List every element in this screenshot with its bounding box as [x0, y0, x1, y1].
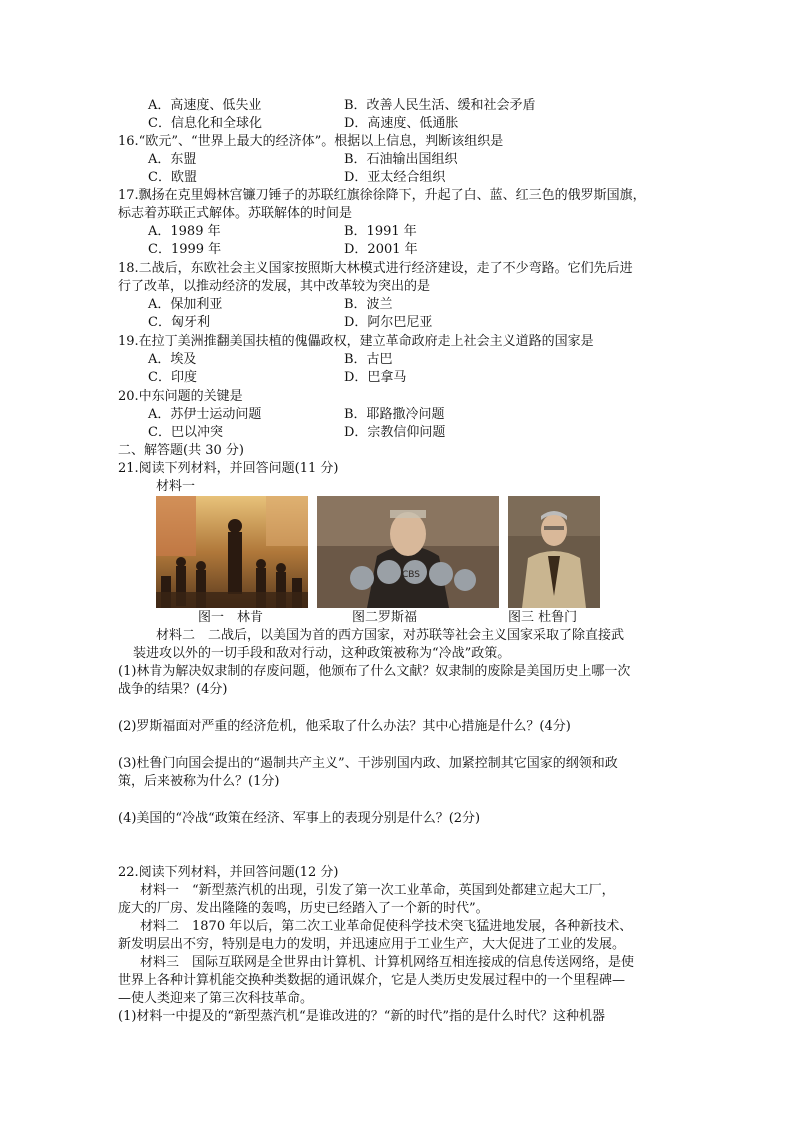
q17-option-c: C．1999 年 [148, 242, 222, 257]
q22-material-2-line2: 新发明层出不穷，特别是电力的发明，并迅速应用于工业生产，大大促进了工业的发展。 [118, 937, 626, 952]
q18-option-c: C．匈牙利 [148, 315, 210, 330]
q20-option-c: C．巴以冲突 [148, 425, 223, 440]
q21-stem: 21.阅读下列材料，并回答问题(11 分) [118, 461, 339, 476]
q18-option-a: A．保加利亚 [148, 297, 223, 312]
q15-option-d: D．高速度、低通胀 [344, 116, 459, 131]
section-heading: 二、解答题(共 30 分) [118, 443, 244, 458]
q16-option-d: D．亚太经合组织 [344, 170, 446, 185]
roosevelt-image [317, 496, 499, 608]
q16-stem: 16.“欧元”、“世界上最大的经济体”。根据以上信息，判断该组织是 [118, 134, 504, 149]
q19-stem: 19.在拉丁美洲推翻美国扶植的傀儡政权，建立革命政府走上社会主义道路的国家是 [118, 334, 594, 349]
q21-sub1-line2: 战争的结果？(4分) [118, 682, 228, 697]
q15-option-c: C．信息化和全球化 [148, 116, 262, 131]
q19-option-a: A．埃及 [148, 352, 197, 367]
truman-photo-icon [508, 496, 600, 608]
q21-material-1-label: 材料一 [156, 479, 196, 494]
q21-sub1-line1: (1)林肯为解决奴隶制的存废问题，他颁布了什么文献？奴隶制的废除是美国历史上哪一次 [118, 664, 631, 679]
q22-material-3-line2: 世界上各种计算机能交换种类数据的通讯媒介，它是人类历史发展过程中的一个里程碑— [118, 973, 626, 988]
q22-sub1: (1)材料一中提及的“新型蒸汽机“是谁改进的？“新的时代”指的是什么时代？这种机器 [118, 1009, 605, 1024]
q21-sub4: (4)美国的“冷战“政策在经济、军事上的表现分别是什么？(2分) [118, 811, 481, 826]
q22-material-1-line1: 材料一 “新型蒸汽机的出现，引发了第一次工业革命，英国到处都建立起大工厂， [140, 883, 615, 898]
q21-sub3-line2: 策，后来被称为什么？(1分) [118, 774, 280, 789]
q21-sub3-line1: (3)杜鲁门向国会提出的“遏制共产主义”、干涉别国内政、加紧控制其它国家的纲领和政 [118, 756, 618, 771]
q21-material-2-line1: 材料二 二战后，以美国为首的西方国家，对苏联等社会主义国家采取了除直接武 [156, 628, 625, 643]
q18-stem-line1: 18.二战后，东欧社会主义国家按照斯大林模式进行经济建设，走了不少弯路。它们先后进 [118, 261, 633, 276]
q18-stem-line2: 行了改革，以推动经济的发展，其中改革较为突出的是 [118, 279, 431, 294]
lincoln-image [156, 496, 308, 608]
lincoln-illustration-icon [156, 496, 308, 608]
q19-option-d: D．巴拿马 [344, 370, 407, 385]
q17-stem-line1: 17.飘扬在克里姆林宫镰刀锤子的苏联红旗徐徐降下，升起了白、蓝、红三色的俄罗斯国旗， [118, 188, 646, 203]
q16-option-c: C．欧盟 [148, 170, 197, 185]
q19-option-b: B．古巴 [344, 352, 393, 367]
roosevelt-photo-icon [317, 496, 499, 608]
q17-option-d: D．2001 年 [344, 242, 418, 257]
microphone-logo-icon: CBS [402, 570, 421, 580]
q21-sub2: (2)罗斯福面对严重的经济危机，他采取了什么办法？其中心措施是什么？(4分) [118, 719, 571, 734]
q20-option-b: B．耶路撒冷问题 [344, 407, 445, 422]
q16-option-b: B．石油输出国组织 [344, 152, 458, 167]
q22-stem: 22.阅读下列材料，并回答问题(12 分) [118, 865, 339, 880]
q15-option-b: B．改善人民生活、缓和社会矛盾 [344, 98, 536, 113]
q19-option-c: C．印度 [148, 370, 197, 385]
truman-image [508, 496, 600, 608]
q18-option-b: B．波兰 [344, 297, 393, 312]
q22-material-1-line2: 庞大的厂房、发出隆隆的轰鸣，历史已经踏入了一个新的时代”。 [118, 901, 489, 916]
q22-material-3-line3: —使人类迎来了第三次科技革命。 [118, 991, 314, 1006]
q18-option-d: D．阿尔巴尼亚 [344, 315, 433, 330]
q17-option-b: B．1991 年 [344, 224, 417, 239]
q22-material-2-line1: 材料二 1870 年以后，第二次工业革命促使科学技术突飞猛进地发展，各种新技术、 [140, 919, 633, 934]
q20-stem: 20.中东问题的关键是 [118, 389, 243, 404]
q17-stem-line2: 标志着苏联正式解体。苏联解体的时间是 [118, 206, 353, 221]
q20-option-a: A．苏伊士运动问题 [148, 407, 262, 422]
q15-option-a: A．高速度、低失业 [148, 98, 262, 113]
q16-option-a: A．东盟 [148, 152, 197, 167]
q20-option-d: D．宗教信仰问题 [344, 425, 446, 440]
caption-roosevelt: 图二罗斯福 [352, 610, 418, 625]
q17-option-a: A．1989 年 [148, 224, 221, 239]
caption-lincoln: 图一 林肯 [198, 610, 264, 625]
caption-truman: 图三 杜鲁门 [508, 610, 578, 625]
q22-material-3-line1: 材料三 国际互联网是全世界由计算机、计算机网络互相连接成的信息传送网络，是使 [140, 955, 635, 970]
q21-material-2-line2: 装进攻以外的一切手段和敌对行动，这种政策被称为“冷战”政策。 [133, 646, 511, 661]
